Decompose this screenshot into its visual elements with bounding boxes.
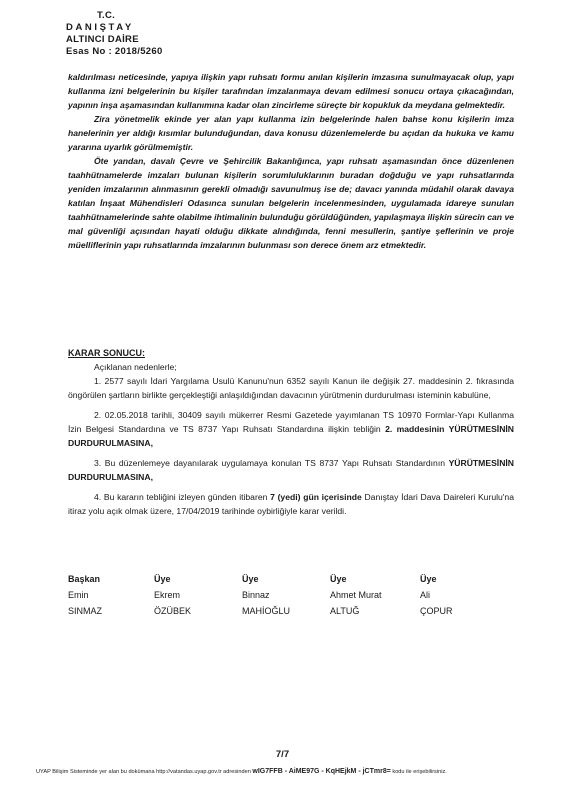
header-tc: T.C. [97,10,116,21]
decision-item-2-text: 2. 02.05.2018 tarihli, 30409 sayılı mükerrer Resmi Gazetede yayımlanan TS 10970 Formlar-Yapı Kullanma İzin Belgesi Standardına ve TS 8737 Yapı Ruhsatı Standardına ilişkin tebliğin [68,410,514,434]
signatory-title: Üye [154,574,171,584]
decision-item-4 [68,490,514,518]
decision-item-4-end: Danıştay İdari Dava Daireleri Kurulu'na itiraz yolu açık olmak üzere, 17/04/2019 tarihinde oybirliğiyle karar verildi. [68,492,514,516]
signatory [330,571,382,619]
decision-item-3-text: 3. Bu düzenlemeye dayanılarak uygulamaya konulan TS 8737 Yapı Ruhsatı Standardının [94,458,449,468]
decision-item-1: 1. 2577 sayılı İdari Yargılama Usulü Kanunu'nun 6352 sayılı Kanun ile değişik 27. maddesinin 2. fıkrasında öngörülen şartların birlikte gerçekleştiği anlaşıldığından davacının yürütmenin durdurulması isteminin kabulüne, [68,376,514,400]
decision-item-2-bold: 2. maddesinin YÜRÜTMESİNİN DURDURULMASINA, [68,424,514,448]
reasoning-paragraph: kaldırılması neticesinde, yapıya ilişkin yapı ruhsatı formu anılan kişilerin imzasına sunulmayacak olup, yapı kullanma izni belgelerinin bu kişiler tarafından imzalanmaya devam edilmesi sonucu ortaya çıkacağından, yapının inşa aşamasından kullanımına kadar olan zincirleme süreçte bir kopukluk da meydana gelmektedir. [68,72,514,110]
signatory [420,571,453,619]
signatory-first-name: Binnaz [242,590,270,600]
decision-section [68,346,514,518]
signatory-title: Üye [330,574,347,584]
signatory-title: Üye [420,574,437,584]
reasoning-paragraph: Öte yandan, davalı Çevre ve Şehircilik Bakanlığınca, yapı ruhsatı aşamasından önce düzenlenen taahhütnamelerde imzaları bulunan kişilerin sorumluluklarının buradan doğduğu ve yapı ruhsatlarında yeniden imzalarının alınmasının gerekli olmadığı savunulmuş ise de; davacı yanında müdahil olarak davaya katılan İnşaat Mühendisleri Odasınca sunulan belgelerin incelenmesinden, uygulamada idareye sunulan taahhütnamelerinde sahte olabilme ihtimalinin bulunduğu görüldüğünden, yapılaşmaya ilişkin sürecin can ve mal güvenliği açısından hayati olduğu dikkate alındığında, fenni mesullerin, şantiye şeflerinin ve proje müelliflerinin yapı ruhsatlarında imzalarının bulunması son derece önem arz etmektedir. [68,156,515,250]
signatory-last-name: ÇOPUR [420,606,453,616]
decision-item-4-bold: 7 (yedi) gün içerisinde [270,492,362,502]
signatory-last-name: SINMAZ [68,606,103,616]
signatory-first-name: Ali [420,590,431,600]
decision-item-4-text: 4. Bu kararın tebliğini izleyen günden itibaren [94,492,271,502]
signatory-last-name: ALTUĞ [330,606,360,616]
signatory-first-name: Ahmet Murat [330,590,382,600]
signatory-title: Üye [242,574,259,584]
footer-text: UYAP Bilişim Sisteminde yer alan bu dokümana http://vatandas.uyap.gov.tr adresinden [36,769,251,775]
decision-item-3 [68,456,514,484]
footer-access-code: wIG7FFB - AiME97G - KqHEjkM - jCTmr8= [252,768,391,775]
decision-intro: Açıklanan nedenlerle; [94,362,177,372]
signatory [154,571,191,619]
document-header [66,10,163,58]
signatory-title: Başkan [68,574,101,584]
signatory-first-name: Emin [68,590,89,600]
signatory-first-name: Ekrem [154,590,181,600]
decision-title: KARAR SONUCU: [68,348,145,358]
footer-verification [36,768,551,775]
decision-item-3-bold: YÜRÜTMESİNİN DURDURULMASINA, [68,458,514,482]
footer-text-end: kodu ile erişebilirsiniz. [392,769,447,775]
reasoning-paragraph: Zira yönetmelik ekinde yer alan yapı kullanma izin belgelerinde halen bahse konu kişilerin imza hanelerinin yer aldığı kısımlar bulunduğundan, dava konusu düzenlemelerde bu açıdan da hukuka ve kamu yararına uyarlık görülmemiştir. [68,114,514,152]
header-chamber: ALTINCI DAİRE [66,34,139,45]
page-number: 7/7 [275,749,290,760]
signatory-last-name: ÖZÜBEK [154,606,192,616]
header-file-no: Esas No : 2018/5260 [66,46,163,57]
signatory [68,571,102,619]
signatory [242,571,290,619]
signatory-last-name: MAHİOĞLU [242,606,291,616]
header-court: DANIŞTAY [66,22,134,33]
decision-item-2 [68,408,514,450]
reasoning-section [68,70,514,252]
